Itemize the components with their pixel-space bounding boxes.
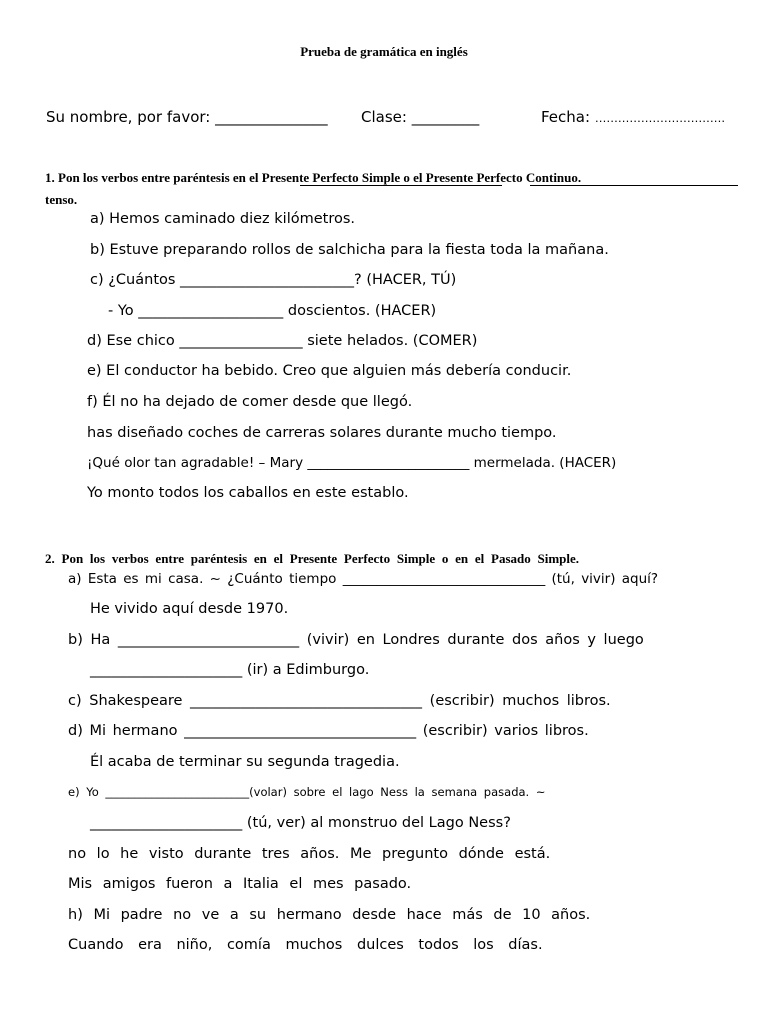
s2-item-d: d) Mi hermano ________________________________ (escribir) varios libros. <box>68 723 589 739</box>
s2-item-c: c) Shakespeare ________________________________ (escribir) muchos libros. <box>68 693 611 709</box>
s2-item-f: no lo he visto durante tres años. Me pregunto dónde está. <box>68 846 551 862</box>
s1-item-c: c) ¿Cuántos ________________________? (HACER, TÚ) <box>90 272 457 288</box>
s2-item-b: b) Ha _________________________ (vivir) en Londres durante dos años y luego <box>68 632 644 648</box>
s2-item-a-answer: He vivido aquí desde 1970. <box>90 601 289 617</box>
s1-item-h: ¡Qué olor tan agradable! – Mary ________________________ mermelada. (HACER) <box>87 455 617 471</box>
name-label: Su nombre, por favor: <box>46 108 211 126</box>
s1-item-c-answer: - Yo ____________________ doscientos. (HACER) <box>108 303 437 319</box>
s2-item-a: a) Esta es mi casa. ~ ¿Cuánto tiempo ______________________________ (tú, vivir) aquí? <box>68 571 659 587</box>
s2-item-b-cont: _____________________ (ir) a Edimburgo. <box>90 662 370 678</box>
underline-rule <box>530 185 738 186</box>
section1-instruction-part-b: Presente Perfecto Simple o el Presente <box>261 170 474 185</box>
section1-instruction <box>45 170 581 186</box>
s2-item-i: Cuando era niño, comía muchos dulces todos los días. <box>68 937 543 953</box>
name-field <box>46 108 328 126</box>
s1-item-f: f) Él no ha dejado de comer desde que llegó. <box>87 394 413 410</box>
name-blank: _______________ <box>215 108 328 126</box>
page-title: Prueba de gramática en inglés <box>300 44 468 59</box>
section2-instruction: 2. Pon los verbos entre paréntesis en el Presente Perfecto Simple o en el Pasado Simple. <box>45 551 580 566</box>
s2-item-d-cont: Él acaba de terminar su segunda tragedia. <box>90 754 400 770</box>
date-label: Fecha: <box>541 108 591 126</box>
class-label: Clase: <box>361 108 407 126</box>
section1-instruction-part-c: Perfecto Continuo. <box>473 170 582 185</box>
s1-item-b: b) Estuve preparando rollos de salchicha para la fiesta toda la mañana. <box>90 242 609 258</box>
s1-item-i: Yo monto todos los caballos en este establo. <box>87 485 409 501</box>
s1-item-d: d) Ese chico _________________ siete helados. (COMER) <box>87 333 478 349</box>
s2-item-e: e) Yo _________________________(volar) sobre el lago Ness la semana pasada. ~ <box>68 785 546 799</box>
date-dots: ……………………………. <box>594 111 725 125</box>
underline-rule <box>300 185 502 186</box>
s1-item-a: a) Hemos caminado diez kilómetros. <box>90 211 356 227</box>
section1-instruction-part-a: 1. Pon los verbos entre paréntesis en el <box>45 170 262 185</box>
class-blank: _________ <box>411 108 480 126</box>
class-field <box>361 108 479 126</box>
s2-item-e-cont: _____________________ (tú, ver) al monstruo del Lago Ness? <box>90 815 511 831</box>
section1-instruction-tail: tenso. <box>45 192 78 207</box>
s2-item-h: h) Mi padre no ve a su hermano desde hace más de 10 años. <box>68 907 591 923</box>
s1-item-g: has diseñado coches de carreras solares durante mucho tiempo. <box>87 425 557 441</box>
s2-item-g: Mis amigos fueron a Italia el mes pasado. <box>68 876 412 892</box>
s1-item-e: e) El conductor ha bebido. Creo que alguien más debería conducir. <box>87 363 572 379</box>
date-field <box>541 108 725 126</box>
